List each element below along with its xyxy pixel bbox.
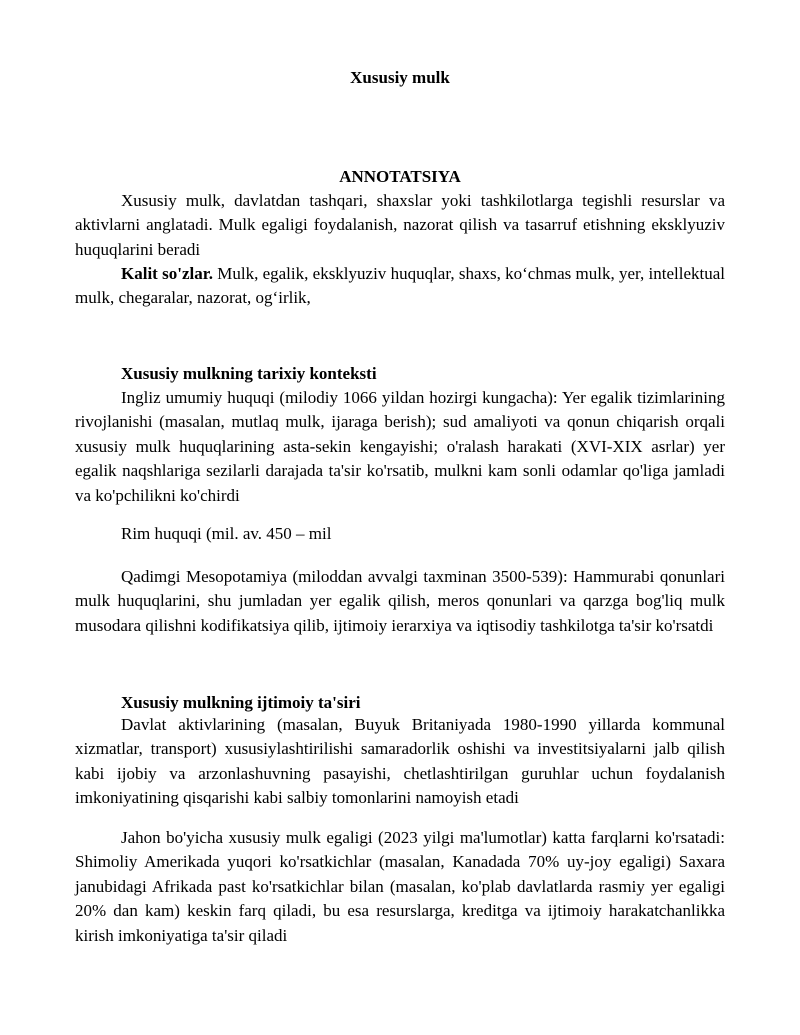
keywords-label: Kalit so'zlar.: [121, 264, 213, 283]
section-heading-social-impact: Xususiy mulkning ijtimoiy ta'siri: [121, 693, 361, 712]
paragraph-privatization: Davlat aktivlarining (masalan, Buyuk Britaniyada 1980-1990 yillarda kommunal xizmatlar, transport) xususiylashtirilishi samaradorlik oshishi va investitsiyalarni jalb qilish kabi ijobiy va arzonlashuvning pasayishi, chetlashtirilgan guruhlar uchun foydalanish imkoniyatining qisqarishi kabi salbiy tomonlarini namoyish etadi: [75, 715, 725, 808]
keywords-paragraph: [75, 262, 725, 311]
annotation-text: Xususiy mulk, davlatdan tashqari, shaxslar yoki tashkilotlarga tegishli resurslar va aktivlarni anglatadi. Mulk egaligi foydalanish, nazorat qilish va tasarruf etishning eksklyuziv huquqlarini beradi: [75, 191, 725, 259]
document-title: Xususiy mulk: [350, 68, 450, 87]
paragraph-global-ownership: Jahon bo'yicha xususiy mulk egaligi (2023 yilgi ma'lumotlar) katta farqlarni ko'rsatadi: Shimoliy Amerikada yuqori ko'rsatkichlar (masalan, Kanadada 70% uy-joy egaligi) Saxara janubidagi Afrikada past ko'rsatkichlar bilan (masalan, ko'plab davlatlarda rasmiy yer egaligi 20% dan kam) keskin farq qiladi, bu esa resurslarga, kreditga va ijtimoiy harakatchanlikka kirish imkoniyatiga ta'sir qiladi: [75, 828, 725, 945]
section-heading-historical: Xususiy mulkning tarixiy konteksti: [121, 364, 377, 383]
paragraph-english-law: Ingliz umumiy huquqi (milodiy 1066 yildan hozirgi kungacha): Yer egalik tizimlarining rivojlanishi (masalan, mutlaq mulk, ijaraga berish); sud amaliyoti va qonun chiqarish orqali xususiy mulk huquqlarining asta-sekin kengayishi; o'ralash harakati (XVI-XIX asrlar) yer egalik naqshlariga sezilarli darajada ta'sir ko'rsatib, mulkni kam sonli odamlar qo'liga jamladi va ko'pchilikni ko'chirdi: [75, 388, 725, 505]
keywords-text: Mulk, egalik, eksklyuziv huquqlar, shaxs, ko‘chmas mulk, yer, intellektual mulk, chegaralar, nazorat, og‘irlik,: [75, 264, 725, 308]
paragraph-mesopotamia: Qadimgi Mesopotamiya (miloddan avvalgi taxminan 3500-539): Hammurabi qonunlari mulk huquqlarini, shu jumladan yer egalik qilish, meros qonunlari va qarzga bog'liq mulk musodara qilishni kodifikatsiya qilib, ijtimoiy ierarxiya va iqtisodiy tashkilotga ta'sir ko'rsatdi: [75, 567, 725, 635]
paragraph-roman-law: Rim huquqi (mil. av. 450 – mil: [121, 524, 332, 543]
annotation-heading: ANNOTATSIYA: [339, 167, 461, 186]
